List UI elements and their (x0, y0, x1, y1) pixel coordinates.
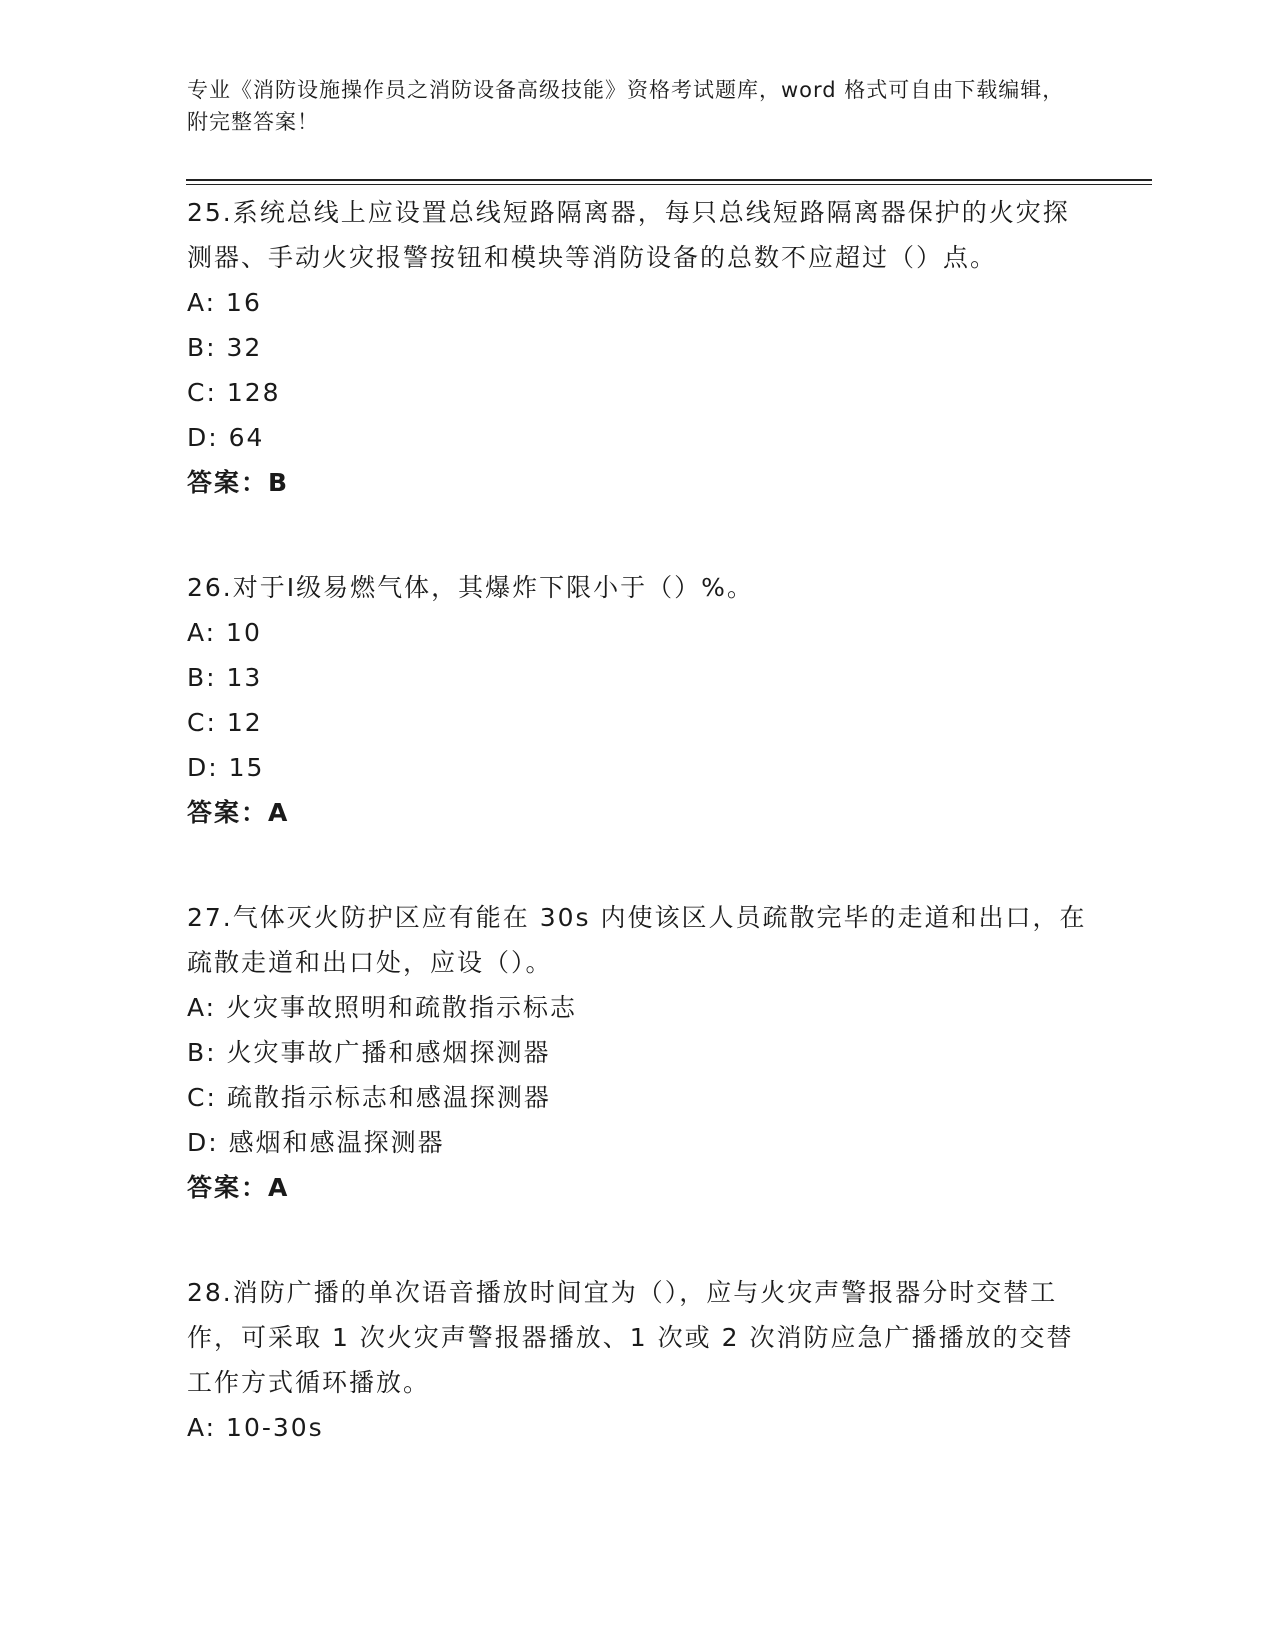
option-c: C: 12 (187, 708, 263, 737)
option-b: B: 火灾事故广播和感烟探测器 (187, 1038, 551, 1067)
option-d: D: 感烟和感温探测器 (187, 1128, 445, 1157)
question-text: 28.消防广播的单次语音播放时间宜为（），应与火灾声警报器分时交替工作，可采取 1 次火灾声警报器播放、1 次或 2 次消防应急广播播放的交替工作方式循环播放。 (187, 1278, 1074, 1397)
question-25 (187, 190, 1087, 505)
question-list (187, 190, 1087, 1510)
option-a: A: 10 (187, 618, 262, 647)
option-a: A: 火灾事故照明和疏散指示标志 (187, 993, 578, 1022)
option-b: B: 13 (187, 663, 263, 692)
answer-text: 答案：A (187, 1173, 290, 1202)
option-c: C: 128 (187, 378, 281, 407)
header-divider-thin (186, 184, 1152, 185)
question-text: 25.系统总线上应设置总线短路隔离器，每只总线短路隔离器保护的火灾探测器、手动火灾报警按钮和模块等消防设备的总数不应超过（）点。 (187, 198, 1070, 272)
header-intro-text: 专业《消防设施操作员之消防设备高级技能》资格考试题库，word 格式可自由下载编辑，附完整答案！ (187, 78, 1065, 134)
header-divider-thick (186, 179, 1152, 181)
question-text: 27.气体灭火防护区应有能在 30s 内使该区人员疏散完毕的走道和出口，在疏散走道和出口处，应设（）。 (187, 903, 1087, 977)
option-c: C: 疏散指示标志和感温探测器 (187, 1083, 551, 1112)
question-28 (187, 1270, 1087, 1450)
question-text: 26.对于Ⅰ级易燃气体，其爆炸下限小于（）%。 (187, 573, 754, 602)
option-a: A: 10-30s (187, 1413, 324, 1442)
answer-text: 答案：A (187, 798, 290, 827)
question-27 (187, 895, 1087, 1210)
option-d: D: 64 (187, 423, 265, 452)
option-d: D: 15 (187, 753, 265, 782)
option-a: A: 16 (187, 288, 262, 317)
answer-text: 答案：B (187, 468, 290, 497)
document-header (187, 74, 1067, 138)
option-b: B: 32 (187, 333, 263, 362)
question-26 (187, 565, 1087, 835)
